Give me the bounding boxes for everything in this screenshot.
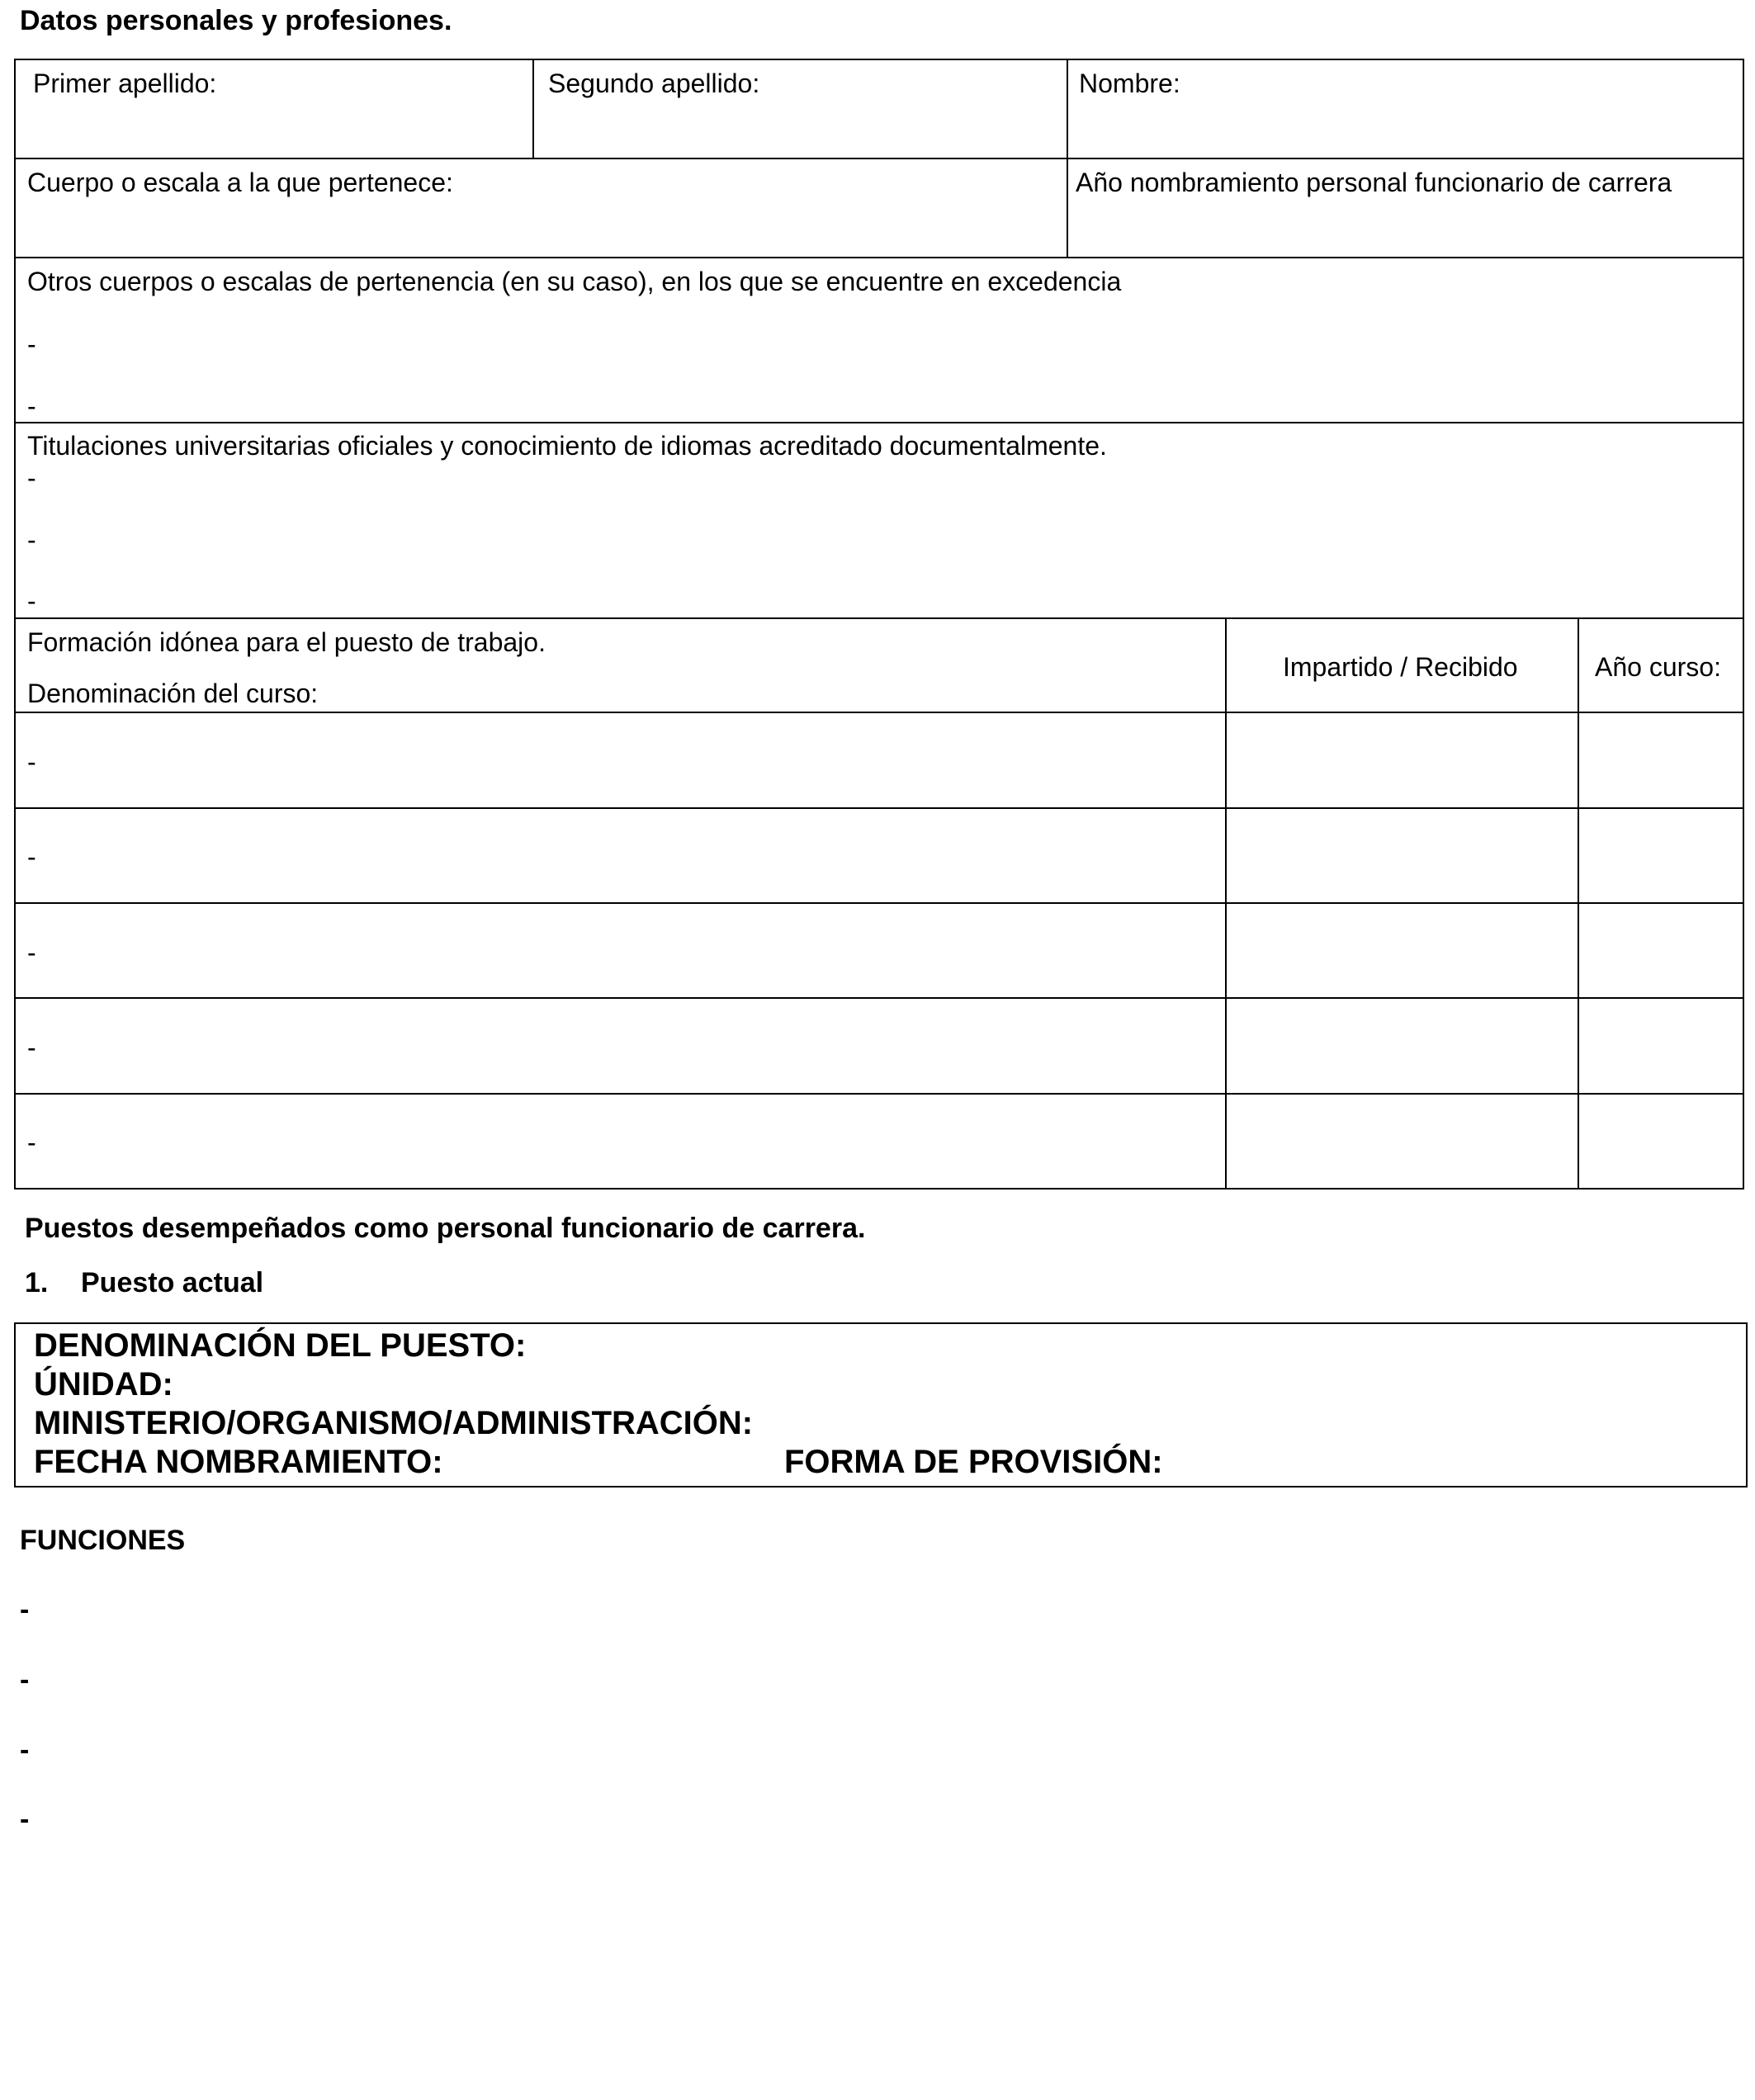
denominacion-curso-label: Denominación del curso:	[27, 679, 319, 708]
otros-cuerpos-label: Otros cuerpos o escalas de pertenencia (en su caso), en los que se encuentre en excedencia	[27, 267, 1122, 296]
funciones-item: -	[20, 1804, 30, 1835]
anio-curso-label: Año curso:	[1595, 652, 1721, 682]
section-title-puestos: Puestos desempeñados como personal funcionario de carrera.	[25, 1213, 866, 1244]
cuerpo-label: Cuerpo o escala a la que pertenece:	[27, 168, 453, 197]
subsection-number: 1.	[25, 1267, 49, 1298]
fecha-nombramiento-label: FECHA NOMBRAMIENTO:	[34, 1444, 443, 1480]
funciones-item: -	[20, 1734, 30, 1766]
otros-item: -	[27, 329, 36, 359]
curso-row: -	[27, 842, 36, 872]
otros-item: -	[27, 391, 36, 421]
anio-nombramiento-label: Año nombramiento personal funcionario de carrera	[1076, 168, 1672, 197]
ministerio-label: MINISTERIO/ORGANISMO/ADMINISTRACIÓN:	[34, 1405, 754, 1441]
titulaciones-item: -	[27, 525, 36, 555]
curso-row: -	[27, 1128, 36, 1157]
segundo-apellido-label: Segundo apellido:	[548, 69, 760, 98]
titulaciones-label: Titulaciones universitarias oficiales y conocimiento de idiomas acreditado documentalmente.	[27, 431, 1107, 461]
funciones-item: -	[20, 1664, 30, 1696]
funciones-title: FUNCIONES	[20, 1525, 186, 1556]
curso-row: -	[27, 1033, 36, 1062]
datos-table	[14, 59, 1744, 1190]
titulaciones-item: -	[27, 463, 36, 493]
denominacion-puesto-label: DENOMINACIÓN DEL PUESTO:	[34, 1327, 527, 1364]
curso-row: -	[27, 747, 36, 777]
impartido-label: Impartido / Recibido	[1283, 652, 1518, 682]
unidad-label: ÚNIDAD:	[34, 1366, 173, 1402]
section-title-datos: Datos personales y profesiones.	[20, 5, 452, 36]
nombre-label: Nombre:	[1079, 69, 1180, 98]
formacion-label: Formación idónea para el puesto de trabajo.	[27, 627, 546, 657]
subsection-title: Puesto actual	[81, 1267, 264, 1298]
forma-provision-label: FORMA DE PROVISIÓN:	[784, 1444, 1163, 1480]
funciones-item: -	[20, 1594, 30, 1625]
primer-apellido-label: Primer apellido:	[33, 69, 217, 98]
curso-row: -	[27, 938, 36, 967]
titulaciones-item: -	[27, 586, 36, 616]
